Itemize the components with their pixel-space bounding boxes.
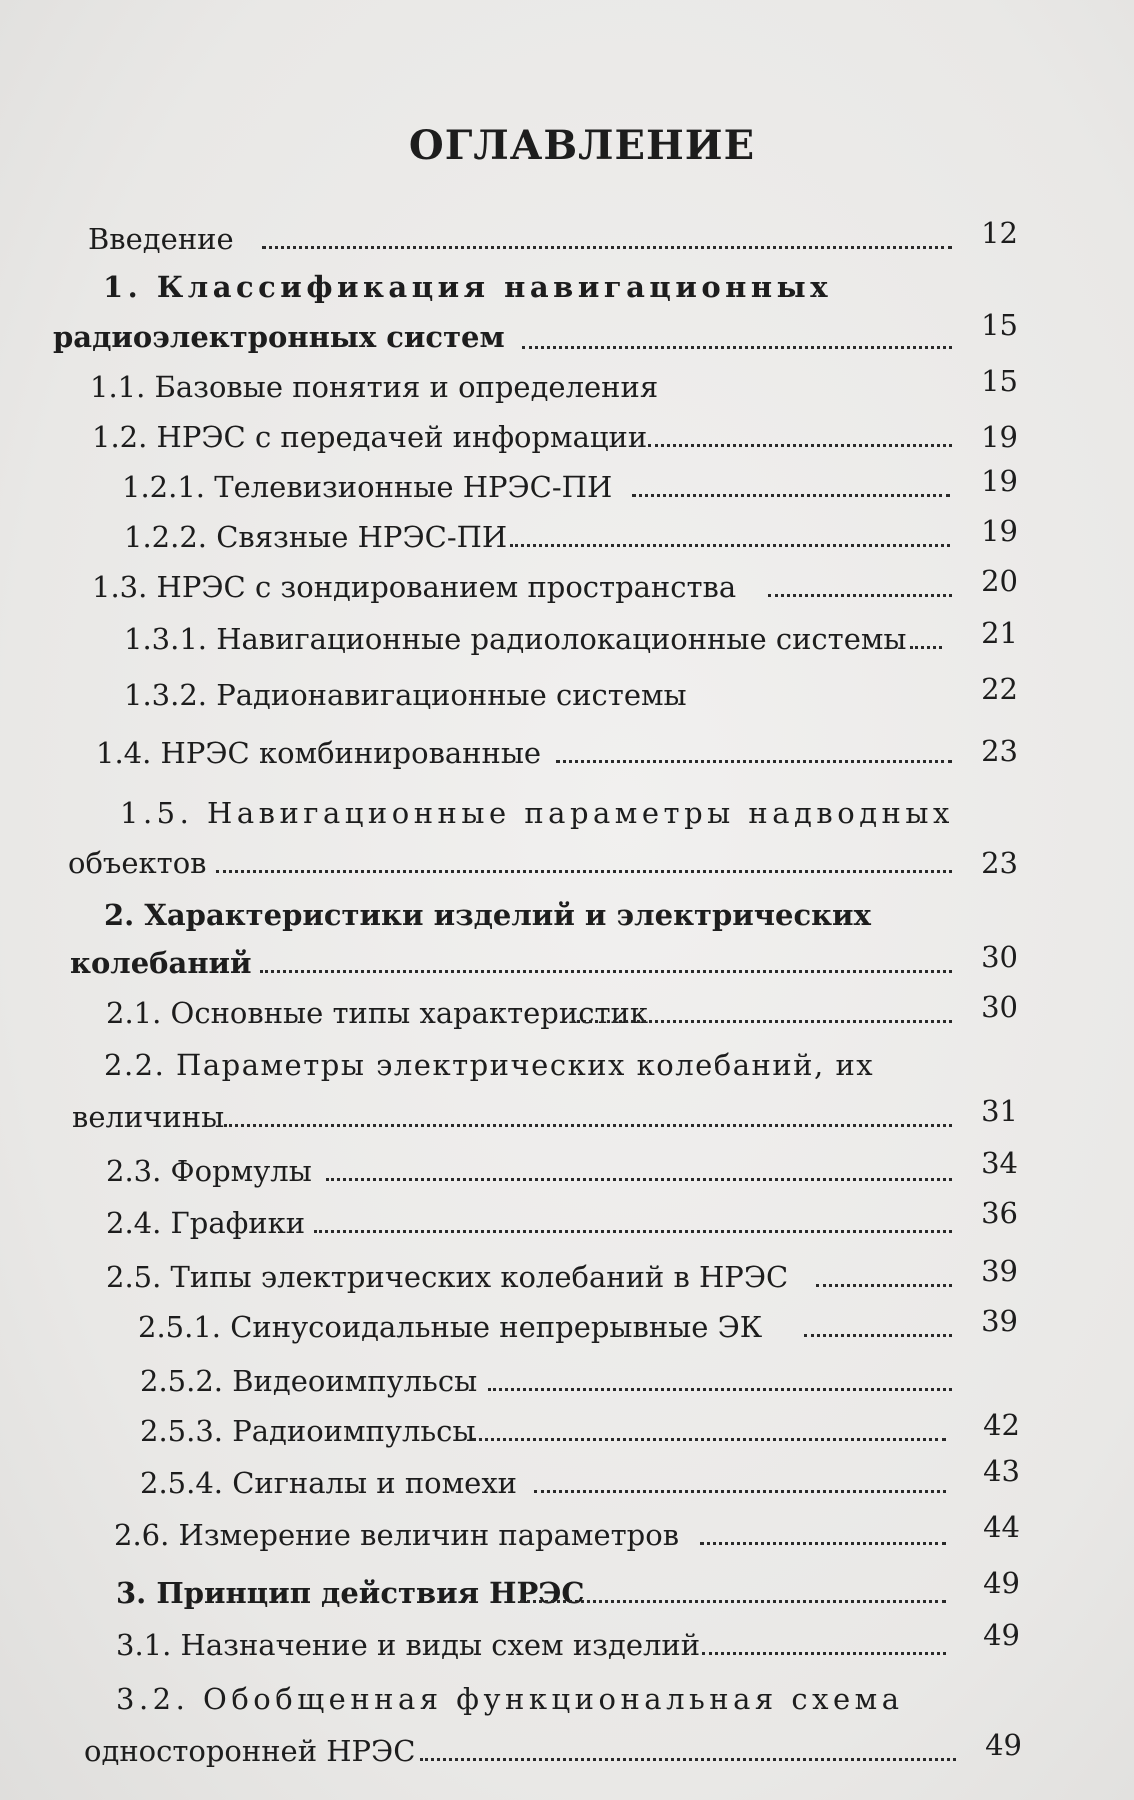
dot-leader bbox=[648, 444, 952, 447]
toc-entry-page: 19 bbox=[981, 464, 1018, 498]
toc-entry-page: 39 bbox=[981, 1304, 1018, 1338]
toc-entry-2-1 bbox=[0, 990, 1134, 1036]
toc-entry-3-1 bbox=[0, 1618, 1134, 1668]
toc-entry-2-5-4 bbox=[0, 1454, 1134, 1506]
toc-entry-2-2-cont bbox=[0, 1094, 1134, 1140]
toc-entry-1-1 bbox=[0, 364, 1134, 410]
dot-leader bbox=[534, 1490, 946, 1493]
toc-entry-text: 2.3. Формулы bbox=[106, 1154, 312, 1188]
dot-leader bbox=[700, 1542, 946, 1545]
toc-entry-page: 21 bbox=[981, 616, 1018, 650]
dot-leader bbox=[632, 494, 950, 497]
toc-entry-text: 1.3.1. Навигационные радиолокационные системы bbox=[124, 622, 907, 656]
toc-entry-2-5-2 bbox=[0, 1358, 1134, 1404]
toc-entry-1-5-cont bbox=[0, 840, 1134, 886]
toc-entry-page: 44 bbox=[983, 1510, 1020, 1544]
toc-entry-text: 1.4. НРЭС комбинированные bbox=[96, 736, 542, 770]
toc-entry-page: 23 bbox=[981, 846, 1018, 880]
toc-entry-text: объектов bbox=[68, 846, 207, 880]
dot-leader bbox=[488, 1388, 952, 1391]
toc-entry-page: 15 bbox=[981, 364, 1018, 398]
toc-entry-page: 23 bbox=[981, 734, 1018, 768]
toc-entry-intro bbox=[0, 216, 1134, 262]
toc-entry-page: 31 bbox=[981, 1094, 1018, 1128]
toc-entry-page: 22 bbox=[981, 672, 1018, 706]
dot-leader bbox=[556, 760, 952, 763]
toc-entry-page: 49 bbox=[983, 1618, 1020, 1652]
toc-entry-text: 1.3.2. Радионавигационные системы bbox=[124, 678, 687, 712]
toc-entry-text: 1.1. Базовые понятия и определения bbox=[90, 370, 659, 404]
toc-entry-text: 2.6. Измерение величин параметров bbox=[114, 1518, 680, 1552]
toc-entry-text: 1.3. НРЭС с зондированием пространства bbox=[92, 570, 737, 604]
toc-entry-chapter-1-cont bbox=[0, 308, 1134, 360]
toc-entry-text: Введение bbox=[88, 222, 234, 256]
toc-entry-page: 20 bbox=[981, 564, 1018, 598]
dot-leader bbox=[216, 870, 952, 873]
dot-leader bbox=[472, 1438, 946, 1441]
toc-entry-chapter-3 bbox=[0, 1566, 1134, 1616]
toc-entry-2-2 bbox=[0, 1042, 1134, 1088]
toc-entry-text: 1.2. НРЭС с передачей информации bbox=[92, 420, 648, 454]
toc-entry-page: 39 bbox=[981, 1254, 1018, 1288]
toc-entry-1-5 bbox=[0, 790, 1134, 836]
toc-entry-page: 49 bbox=[983, 1566, 1020, 1600]
toc-entry-2-6 bbox=[0, 1512, 1134, 1558]
toc-entry-2-5-1 bbox=[0, 1304, 1134, 1350]
toc-entry-text: 1. Классификация навигационных bbox=[103, 270, 832, 304]
toc-entry-text: 1.2.1. Телевизионные НРЭС-ПИ bbox=[122, 470, 613, 504]
toc-entry-chapter-2 bbox=[0, 892, 1134, 938]
toc-entry-page: 34 bbox=[981, 1146, 1018, 1180]
toc-entry-text: 2.4. Графики bbox=[106, 1206, 306, 1240]
toc-entry-text: величины bbox=[72, 1100, 225, 1134]
dot-leader bbox=[260, 970, 952, 973]
toc-entry-text: 2.5.1. Синусоидальные непрерывные ЭК bbox=[138, 1310, 763, 1344]
page-title: ОГЛАВЛЕНИЕ bbox=[408, 122, 756, 169]
toc-entry-1-4 bbox=[0, 730, 1134, 776]
toc-entry-page: 30 bbox=[981, 990, 1018, 1024]
toc-entry-1-3-2 bbox=[0, 672, 1134, 718]
toc-entry-page: 12 bbox=[981, 216, 1018, 250]
dot-leader bbox=[522, 346, 952, 349]
toc-entry-chapter-2-cont bbox=[0, 940, 1134, 986]
dot-leader bbox=[262, 246, 952, 249]
toc-entry-text: 3. Принцип действия НРЭС bbox=[116, 1576, 585, 1610]
dot-leader bbox=[804, 1334, 952, 1337]
dot-leader bbox=[326, 1178, 952, 1181]
toc-entry-text: 2.5.3. Радиоимпульсы bbox=[140, 1414, 476, 1448]
dot-leader bbox=[702, 1652, 946, 1655]
toc-entry-1-3-1 bbox=[0, 616, 1134, 662]
dot-leader bbox=[816, 1284, 952, 1287]
toc-entry-1-2 bbox=[0, 414, 1134, 460]
toc-entry-text: 3.1. Назначение и виды схем изделий bbox=[116, 1628, 701, 1662]
toc-entry-page: 36 bbox=[981, 1196, 1018, 1230]
toc-entry-1-2-1 bbox=[0, 464, 1134, 510]
dot-leader bbox=[910, 646, 942, 649]
toc-entry-page: 19 bbox=[981, 514, 1018, 548]
toc-entry-3-2-cont bbox=[0, 1728, 1134, 1774]
toc-entry-2-5 bbox=[0, 1254, 1134, 1300]
toc-entry-1-2-2 bbox=[0, 514, 1134, 560]
toc-entry-text: односторонней НРЭС bbox=[84, 1734, 416, 1768]
toc-entry-1-3 bbox=[0, 564, 1134, 610]
dot-leader bbox=[224, 1124, 952, 1127]
toc-entry-page: 43 bbox=[983, 1454, 1020, 1488]
toc-entry-page: 42 bbox=[983, 1408, 1020, 1442]
toc-entry-text: 1.5. Навигационные параметры надводных bbox=[120, 796, 954, 830]
toc-entry-text: 2.1. Основные типы характеристик bbox=[106, 996, 648, 1030]
toc-entry-page: 49 bbox=[985, 1728, 1022, 1762]
toc-entry-text: 2.5.2. Видеоимпульсы bbox=[140, 1364, 478, 1398]
toc-entry-text: радиоэлектронных систем bbox=[53, 320, 505, 354]
dot-leader bbox=[572, 1020, 952, 1023]
toc-entry-2-3 bbox=[0, 1148, 1134, 1194]
dot-leader bbox=[768, 594, 952, 597]
dot-leader bbox=[520, 1600, 946, 1603]
toc-entry-page: 15 bbox=[981, 308, 1018, 342]
toc-entry-text: 3.2. Обобщенная функциональная схема bbox=[116, 1682, 904, 1716]
toc-entry-2-4 bbox=[0, 1196, 1134, 1246]
dot-leader bbox=[314, 1230, 952, 1233]
dot-leader bbox=[420, 1758, 956, 1761]
toc-entry-text: 1.2.2. Связные НРЭС-ПИ bbox=[124, 520, 508, 554]
toc-entry-text: 2.2. Параметры электрических колебаний, их bbox=[104, 1048, 875, 1082]
toc-entry-text: 2. Характеристики изделий и электрических bbox=[104, 898, 871, 932]
dot-leader bbox=[510, 544, 950, 547]
toc-entry-text: 2.5.4. Сигналы и помехи bbox=[140, 1466, 518, 1500]
toc-entry-page: 30 bbox=[981, 940, 1018, 974]
toc-entry-text: 2.5. Типы электрических колебаний в НРЭС bbox=[106, 1260, 789, 1294]
toc-entry-text: колебаний bbox=[70, 946, 252, 980]
toc-entry-3-2 bbox=[0, 1676, 1134, 1722]
toc-entry-page: 19 bbox=[981, 420, 1018, 454]
